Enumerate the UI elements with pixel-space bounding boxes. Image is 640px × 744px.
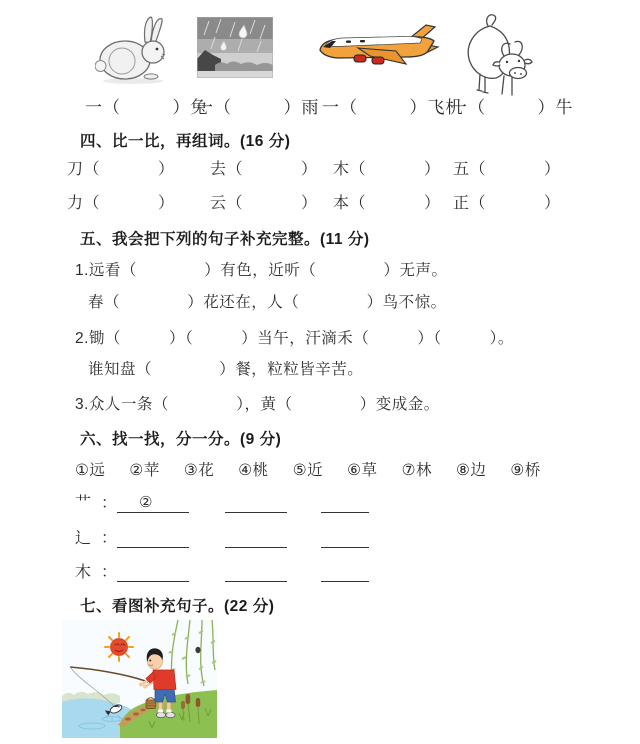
word-char: 五 bbox=[453, 161, 470, 178]
paren-open: （ bbox=[83, 161, 101, 178]
word-char: 力 bbox=[67, 195, 84, 212]
word-cell bbox=[67, 156, 175, 179]
answer-blank bbox=[321, 562, 369, 582]
paren-close: ） bbox=[424, 161, 441, 178]
radical-row bbox=[75, 491, 369, 513]
quantifier-label-rain: 一（ ）雨 bbox=[196, 98, 320, 117]
sentence-line: 春（ ）花还在，人（ ）鸟不惊。 bbox=[88, 294, 447, 311]
radical-colon: ： bbox=[101, 564, 118, 581]
sentence-line: 1.远看（ ）有色，近听（ ）无声。 bbox=[75, 262, 448, 279]
word-cell bbox=[453, 156, 561, 179]
word-cell bbox=[333, 190, 441, 213]
quantifier-label-rabbit: 一（ ）兔 bbox=[85, 98, 209, 117]
answer-blank bbox=[117, 528, 189, 548]
answer-blank bbox=[225, 493, 287, 513]
bird-icon bbox=[195, 647, 200, 653]
paren-close: ） bbox=[301, 161, 318, 178]
radical-colon: ： bbox=[101, 495, 118, 512]
word-cell bbox=[453, 190, 561, 213]
section-6-heading: 六、找一找，分一分。(9 分) bbox=[80, 431, 282, 448]
section-4-heading: 四、比一比，再组词。(16 分) bbox=[80, 133, 291, 150]
paren-open: （ bbox=[226, 161, 244, 178]
paren-open: （ bbox=[349, 161, 367, 178]
paren-close: ） bbox=[158, 161, 175, 178]
quantifier-label-plane: 一（ ）飞机 bbox=[322, 98, 464, 117]
answer-text: ② bbox=[139, 494, 153, 511]
rabbit-illustration bbox=[95, 14, 177, 86]
sentence-line: 3.众人一条（ ），黄（ ）变成金。 bbox=[75, 396, 440, 413]
word-char: 去 bbox=[210, 161, 227, 178]
radical-label: 艹 bbox=[75, 495, 92, 512]
word-cell bbox=[210, 156, 318, 179]
section-5-heading: 五、我会把下列的句子补充完整。(11 分) bbox=[80, 231, 370, 248]
paren-open: （ bbox=[349, 195, 367, 212]
word-char: 刀 bbox=[67, 161, 84, 178]
paren-close: ） bbox=[158, 195, 175, 212]
radical-row bbox=[75, 526, 369, 548]
word-char: 本 bbox=[333, 195, 350, 212]
radical-row bbox=[75, 560, 369, 582]
sun-icon bbox=[105, 633, 133, 661]
word-char: 木 bbox=[333, 161, 350, 178]
word-cell bbox=[210, 190, 318, 213]
answer-blank bbox=[117, 493, 189, 513]
fishing-scene-illustration bbox=[62, 620, 217, 738]
word-char: 云 bbox=[210, 195, 227, 212]
paren-close: ） bbox=[424, 195, 441, 212]
answer-blank bbox=[225, 528, 287, 548]
sentence-line: 谁知盘（ ）餐，粒粒皆辛苦。 bbox=[88, 361, 364, 378]
quantifier-label-ox: 一（ ）牛 bbox=[450, 98, 574, 117]
paren-open: （ bbox=[83, 195, 101, 212]
ox-illustration bbox=[452, 10, 540, 100]
paren-open: （ bbox=[469, 161, 487, 178]
word-cell bbox=[67, 190, 175, 213]
word-cell bbox=[333, 156, 441, 179]
answer-blank bbox=[117, 562, 189, 582]
airplane-illustration bbox=[316, 24, 440, 80]
sentence-line: 2.锄（ ）（ ）当午，汗滴禾（ ）（ ）。 bbox=[75, 330, 514, 347]
radical-label: 木 bbox=[75, 564, 92, 581]
answer-blank bbox=[321, 528, 369, 548]
radical-label: 辶 bbox=[75, 530, 92, 547]
answer-blank bbox=[225, 562, 287, 582]
rain-illustration bbox=[197, 17, 273, 78]
paren-close: ） bbox=[544, 161, 561, 178]
section-7-heading: 七、看图补充句子。(22 分) bbox=[80, 598, 275, 615]
paren-close: ） bbox=[301, 195, 318, 212]
paren-open: （ bbox=[469, 195, 487, 212]
answer-blank bbox=[321, 493, 369, 513]
radical-colon: ： bbox=[101, 530, 118, 547]
character-bank-line: ①远 ②苹 ③花 ④桃 ⑤近 ⑥草 ⑦林 ⑧边 ⑨桥 bbox=[75, 462, 541, 479]
paren-open: （ bbox=[226, 195, 244, 212]
word-char: 正 bbox=[453, 195, 470, 212]
paren-close: ） bbox=[544, 195, 561, 212]
